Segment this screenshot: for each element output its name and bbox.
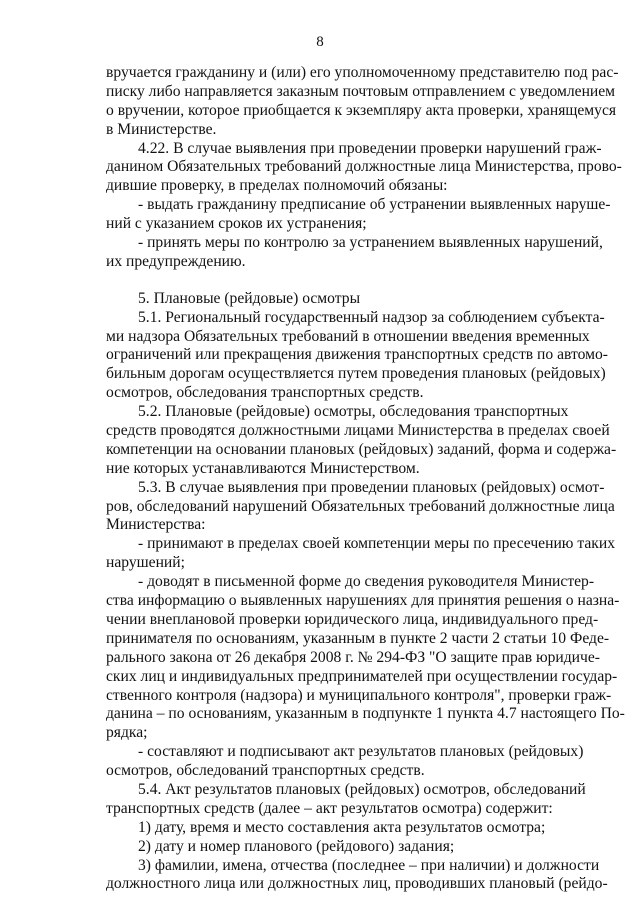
text-line: ний с указанием сроков их устранения; <box>106 215 367 233</box>
text-line: - доводят в письменной форме до сведения руководителя Министер- <box>138 573 595 591</box>
text-line: - составляют и подписывают акт результатов плановых (рейдовых) <box>138 743 584 761</box>
document-body <box>106 64 625 894</box>
text-line: - принять меры по контролю за устранением выявленных нарушений, <box>138 234 603 252</box>
text-line: осмотров, обследований транспортных средств. <box>106 762 425 780</box>
text-line: принимателя по основаниям, указанным в пункте 2 части 2 статьи 10 Феде- <box>106 629 610 647</box>
text-line: 1) дату, время и место составления акта результатов осмотра; <box>138 818 546 836</box>
text-line: - принимают в пределах своей компетенции меры по пресечению таких <box>138 535 615 553</box>
text-line: средств проводятся должностными лицами Министерства в пределах своей <box>106 422 610 440</box>
text-line: ров, обследований нарушений Обязательных требований должностные лица <box>106 497 615 515</box>
text-line: должностного лица или должностных лиц, проводивших плановый (рейдо- <box>106 875 608 893</box>
text-line: рального закона от 26 декабря 2008 г. № 294-ФЗ "О защите прав юридиче- <box>106 648 600 666</box>
text-line: компетенции на основании плановых (рейдовых) заданий, форма и содержа- <box>106 440 617 458</box>
text-line: ства информацию о выявленных нарушениях для принятия решения о назна- <box>106 592 620 610</box>
text-line: бильным дорогам осуществляется путем проведения плановых (рейдовых) <box>106 365 606 383</box>
text-line: ми надзора Обязательных требований в отношении введения временных <box>106 327 590 345</box>
text-line: 5.4. Акт результатов плановых (рейдовых) осмотров, обследований <box>138 780 586 798</box>
text-line: нарушений; <box>106 554 185 572</box>
text-line: данина – по основаниям, указанным в подпункте 1 пункта 4.7 настоящего По- <box>106 705 625 723</box>
text-line: в Министерстве. <box>106 120 217 138</box>
text-line: данином Обязательных требований должностные лица Министерства, прово- <box>106 158 622 176</box>
text-line: ственного контроля (надзора) и муниципального контроля", проверки граж- <box>106 686 612 704</box>
text-line: 5. Плановые (рейдовые) осмотры <box>138 289 361 307</box>
text-line: вручается гражданину и (или) его уполномоченному представителю под рас- <box>106 64 619 81</box>
text-line: дившие проверку, в пределах полномочий обязаны: <box>106 177 448 195</box>
text-line: Министерства: <box>106 516 206 534</box>
paragraph-gap <box>106 272 529 290</box>
text-line: транспортных средств (далее – акт результатов осмотра) содержит: <box>106 799 553 817</box>
text-line: рядка; <box>106 724 148 742</box>
text-line: ских лиц и индивидуальных предпринимателей при осуществлении государ- <box>106 667 618 685</box>
text-line: осмотров, обследования транспортных средств. <box>106 384 424 402</box>
page-number: 8 <box>316 34 324 50</box>
text-line: писку либо направляется заказным почтовым отправлением с уведомлением <box>106 82 616 100</box>
text-line: о вручении, которое приобщается к экземпляру акта проверки, хранящемуся <box>106 101 617 119</box>
text-line: чении внеплановой проверки юридического лица, индивидуального пред- <box>106 610 599 628</box>
text-line: ние которых устанавливаются Министерством. <box>106 459 420 477</box>
text-line: - выдать гражданину предписание об устранении выявленных наруше- <box>138 196 611 214</box>
text-line: 3) фамилии, имена, отчества (последнее – при наличии) и должности <box>138 856 600 874</box>
text-line: 5.2. Плановые (рейдовые) осмотры, обследования транспортных <box>138 403 569 421</box>
text-line: их предупреждению. <box>106 252 246 270</box>
text-line: 5.3. В случае выявления при проведении плановых (рейдовых) осмот- <box>138 478 605 496</box>
text-line: 5.1. Региональный государственный надзор за соблюдением субъекта- <box>138 308 605 326</box>
text-line: ограничений или прекращения движения транспортных средств по автомо- <box>106 346 608 364</box>
text-line: 4.22. В случае выявления при проведении проверки нарушений граж- <box>138 139 602 157</box>
text-line: 2) дату и номер планового (рейдового) задания; <box>138 837 455 855</box>
